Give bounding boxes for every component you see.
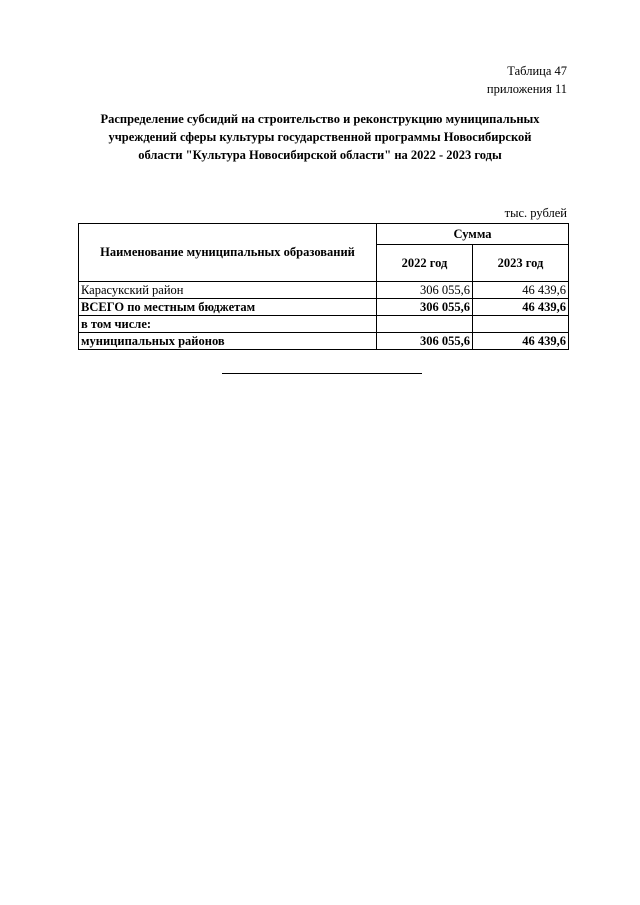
table-row	[79, 333, 569, 350]
column-header-2022: 2022 год	[377, 245, 473, 282]
row-name: муниципальных районов	[79, 333, 377, 350]
document-title	[80, 110, 560, 164]
table-row	[79, 282, 569, 299]
appendix-label: приложения 11	[486, 82, 567, 96]
value-2022	[377, 316, 473, 333]
end-divider	[222, 373, 422, 374]
title-line: Распределение субсидий на строительство и реконструкцию муниципальных	[100, 112, 540, 126]
value-2023: 46 439,6	[473, 333, 569, 350]
title-line: области "Культура Новосибирской области" на 2022 - 2023 годы	[138, 148, 502, 162]
value-2023: 46 439,6	[473, 282, 569, 299]
table-row	[79, 316, 569, 333]
value-2023: 46 439,6	[473, 299, 569, 316]
value-2022: 306 055,6	[377, 333, 473, 350]
table-number: Таблица 47	[507, 64, 567, 78]
row-name: Карасукский район	[79, 282, 377, 299]
table-row	[79, 299, 569, 316]
units-label: тыс. рублей	[504, 206, 567, 220]
value-2023	[473, 316, 569, 333]
subsidies-table	[78, 223, 569, 350]
page-header	[487, 62, 567, 98]
row-name: в том числе:	[79, 316, 377, 333]
column-header-sum: Сумма	[377, 224, 569, 245]
column-header-2023: 2023 год	[473, 245, 569, 282]
value-2022: 306 055,6	[377, 299, 473, 316]
column-header-name: Наименование муниципальных образований	[79, 224, 377, 282]
title-line: учреждений сферы культуры государственной программы Новосибирской	[108, 130, 532, 144]
row-name: ВСЕГО по местным бюджетам	[79, 299, 377, 316]
value-2022: 306 055,6	[377, 282, 473, 299]
